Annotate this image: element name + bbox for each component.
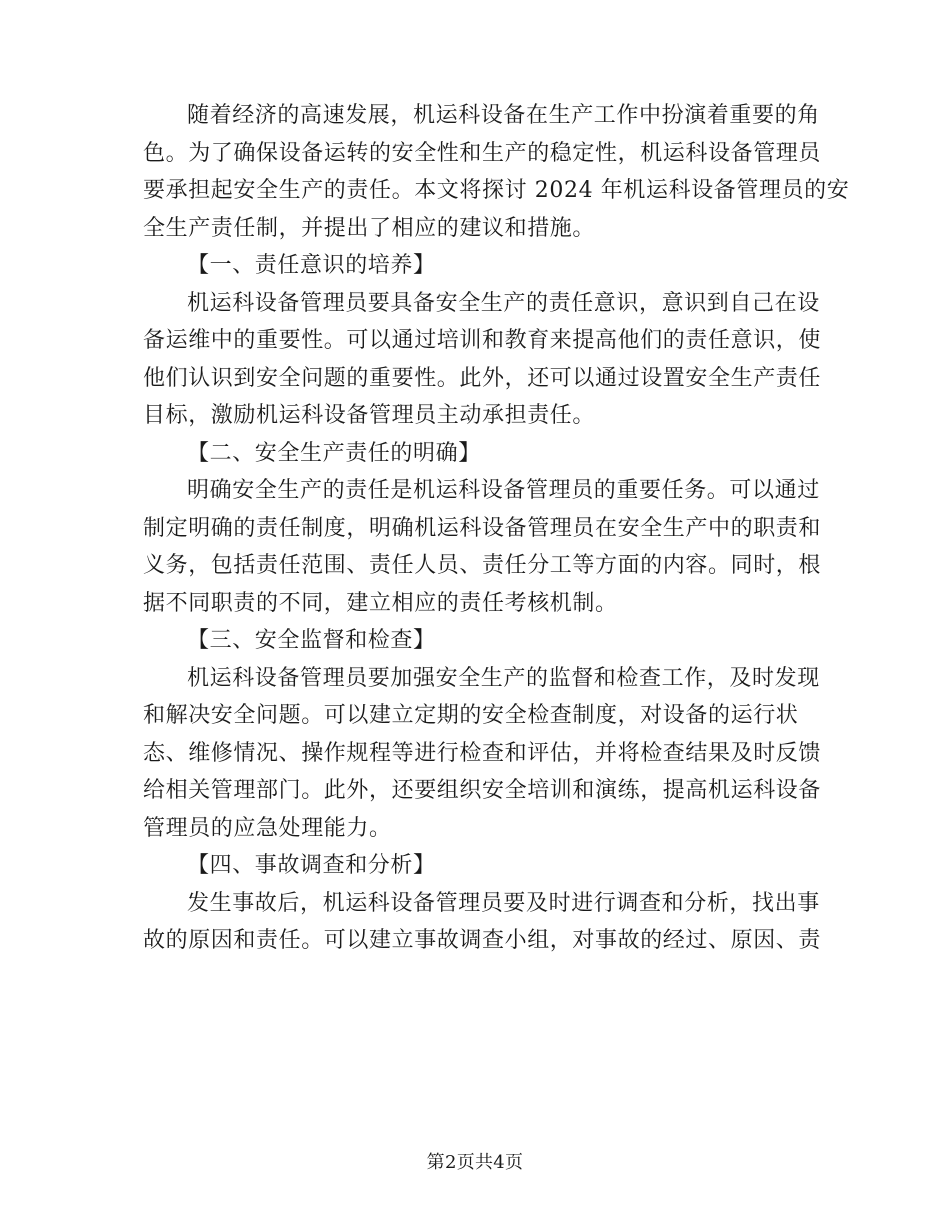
paragraph-line: 据不同职责的不同，建立相应的责任考核机制。 — [143, 590, 618, 616]
paragraph-line: 机运科设备管理员要加强安全生产的监督和检查工作，及时发现 — [187, 665, 820, 691]
paragraph-line: 管理员的应急处理能力。 — [143, 815, 392, 841]
paragraph-line: 给相关管理部门。此外，还要组织安全培训和演练，提高机运科设备 — [143, 778, 822, 803]
paragraph-line: 和解决安全问题。可以建立定期的安全检查制度，对设备的运行状 — [143, 703, 799, 728]
paragraph-line: 故的原因和责任。可以建立事故调查小组，对事故的经过、原因、责 — [143, 928, 822, 953]
page-number-footer: 第2页共4页 — [426, 1152, 524, 1173]
section-heading: 【四、事故调查和分析】 — [187, 853, 436, 878]
paragraph-line: 全生产责任制，并提出了相应的建议和措施。 — [143, 215, 596, 241]
paragraph-line: 随着经济的高速发展，机运科设备在生产工作中扮演着重要的角 — [187, 103, 820, 128]
paragraph-line: 发生事故后，机运科设备管理员要及时进行调查和分析，找出事 — [187, 890, 820, 916]
paragraph-line: 色。为了确保设备运转的安全性和生产的稳定性，机运科设备管理员 — [143, 140, 822, 166]
paragraph-line: 要承担起安全生产的责任。本文将探讨 2024 年机运科设备管理员的安 — [143, 178, 850, 203]
paragraph-line: 义务，包括责任范围、责任人员、责任分工等方面的内容。同时，根 — [143, 553, 822, 578]
paragraph-line: 机运科设备管理员要具备安全生产的责任意识，意识到自己在设 — [187, 290, 820, 316]
paragraph-line: 态、维修情况、操作规程等进行检查和评估，并将检查结果及时反馈 — [143, 740, 822, 766]
section-heading: 【一、责任意识的培养】 — [187, 253, 436, 278]
paragraph-line: 制定明确的责任制度，明确机运科设备管理员在安全生产中的职责和 — [143, 515, 822, 541]
paragraph-line: 目标，激励机运科设备管理员主动承担责任。 — [143, 403, 596, 428]
paragraph-line: 备运维中的重要性。可以通过培训和教育来提高他们的责任意识，使 — [143, 328, 822, 353]
section-heading: 【二、安全生产责任的明确】 — [187, 440, 481, 466]
paragraph-line: 他们认识到安全问题的重要性。此外，还可以通过设置安全生产责任 — [143, 365, 822, 391]
paragraph-line: 明确安全生产的责任是机运科设备管理员的重要任务。可以通过 — [187, 478, 820, 503]
section-heading: 【三、安全监督和检查】 — [187, 628, 436, 653]
document-body — [143, 100, 850, 963]
